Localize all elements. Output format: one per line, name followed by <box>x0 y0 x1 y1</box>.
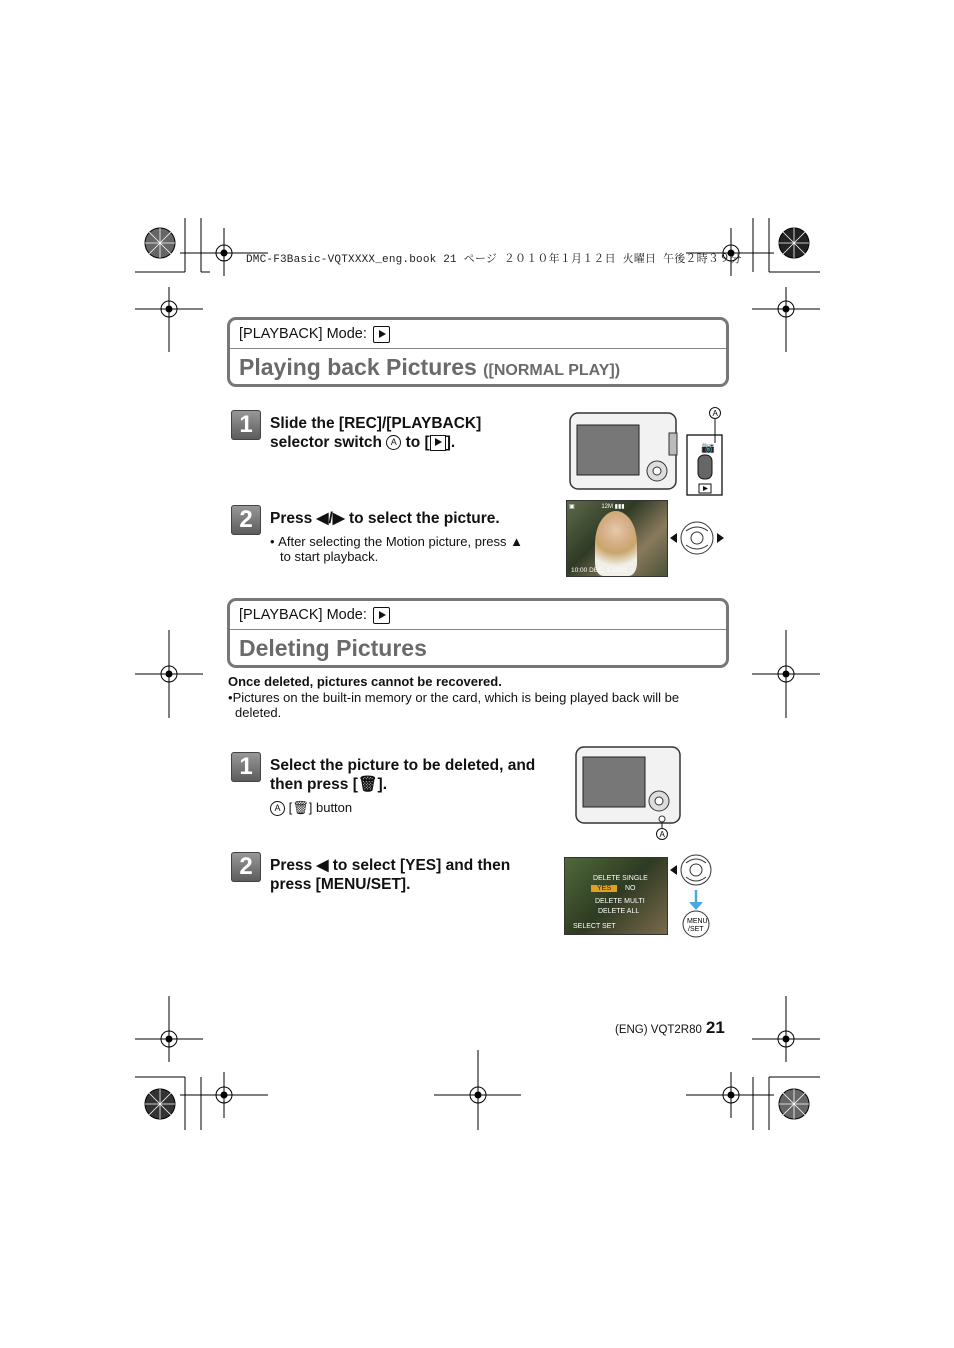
step-text-line2: selector switch <box>270 434 382 451</box>
step-text-end: ]. <box>377 776 388 793</box>
camera-selector-illustration <box>565 405 727 500</box>
section-title-text: Deleting Pictures <box>239 635 427 661</box>
menu-delete-multi: DELETE MULTI <box>595 898 645 905</box>
step-text-line1: Select the picture to be deleted, and <box>270 757 536 774</box>
step-number: 2 <box>231 852 261 882</box>
marker-a-icon: A <box>270 801 285 816</box>
section-title <box>230 349 726 385</box>
cursor-buttons-left-right-icon <box>668 519 726 557</box>
note-line2: to start playback. <box>280 549 379 564</box>
menu-no-option: NO <box>625 885 636 892</box>
step-text-line1: Slide the [REC]/[PLAYBACK] <box>270 415 482 432</box>
mode-label-row <box>230 320 726 349</box>
playback-icon <box>373 326 390 343</box>
section-playback-header <box>227 317 729 387</box>
step-number: 1 <box>231 410 261 440</box>
section-title <box>230 630 726 666</box>
mode-label: [PLAYBACK] Mode: <box>239 326 367 342</box>
deletion-note-line2: deleted. <box>235 705 282 720</box>
note-line1: After selecting the Motion picture, press ▲ <box>278 534 523 549</box>
step-instruction <box>270 414 560 452</box>
section-title-text: Playing back Pictures <box>239 354 477 380</box>
step-text-line2: press [MENU/SET]. <box>270 876 411 893</box>
figure-label-a: A <box>659 830 665 839</box>
step-note: • After selecting the Motion picture, press ▲ to start playback. <box>270 534 523 564</box>
step-instruction: Press ◀/▶ to select the picture. <box>270 510 500 527</box>
menu-yes-option: YES <box>591 885 617 892</box>
mode-label: [PLAYBACK] Mode: <box>239 607 367 623</box>
button-caption-text: button <box>315 800 353 815</box>
step-text-end: ]. <box>445 434 456 451</box>
print-header: DMC-F3Basic-VQTXXXX_eng.book 21 ページ ２０１０年１月１２日 火曜日 午後２時３９分 <box>246 254 742 266</box>
menu-set-label-b: /SET <box>688 926 704 933</box>
step-instruction <box>270 856 560 894</box>
playback-screen-photo: ▣ 12M ▮▮▮ 10:00 DEC. 1.2010 <box>566 500 668 577</box>
trash-icon: 🗑 <box>292 800 309 815</box>
warning-text: Once deleted, pictures cannot be recovered. <box>228 674 502 689</box>
marker-a-icon: A <box>386 435 401 450</box>
deletion-note: •Pictures on the built-in memory or the card, which is being played back will be deleted. <box>228 690 680 720</box>
svg-text:📷: 📷 <box>701 441 715 454</box>
figure-label-a: A <box>712 409 718 418</box>
menu-set-label-a: MENU <box>687 918 708 925</box>
page-footer <box>615 1018 725 1038</box>
mode-label-row <box>230 601 726 630</box>
step-text-to: to [ <box>405 434 430 451</box>
step-number: 2 <box>231 505 261 535</box>
menu-title: DELETE SINGLE <box>593 875 648 882</box>
menu-bottom-guide: SELECT SET <box>573 923 616 930</box>
step-instruction <box>270 756 570 794</box>
camera-delete-button-illustration <box>572 743 687 843</box>
document-code: (ENG) VQT2R80 <box>615 1024 702 1036</box>
screen-date-text: 10:00 DEC. 1.2010 <box>571 567 627 574</box>
section-subtitle: ([NORMAL PLAY]) <box>483 362 621 379</box>
trash-icon: 🗑 <box>357 776 378 793</box>
delete-menu-screen <box>564 857 668 935</box>
cursor-left-then-menu-set-icon <box>668 852 716 940</box>
section-delete-header <box>227 598 729 668</box>
playback-icon <box>373 607 390 624</box>
step-text-line2: then press [ <box>270 776 358 793</box>
page-number: 21 <box>705 1018 725 1037</box>
playback-icon <box>430 435 446 451</box>
button-caption: A [🗑] button <box>270 800 352 816</box>
menu-delete-all: DELETE ALL <box>598 908 640 915</box>
step-number: 1 <box>231 752 261 782</box>
step-text-line1: Press ◀ to select [YES] and then <box>270 857 511 874</box>
deletion-note-line1: Pictures on the built-in memory or the card, which is being played back will be <box>232 690 680 705</box>
